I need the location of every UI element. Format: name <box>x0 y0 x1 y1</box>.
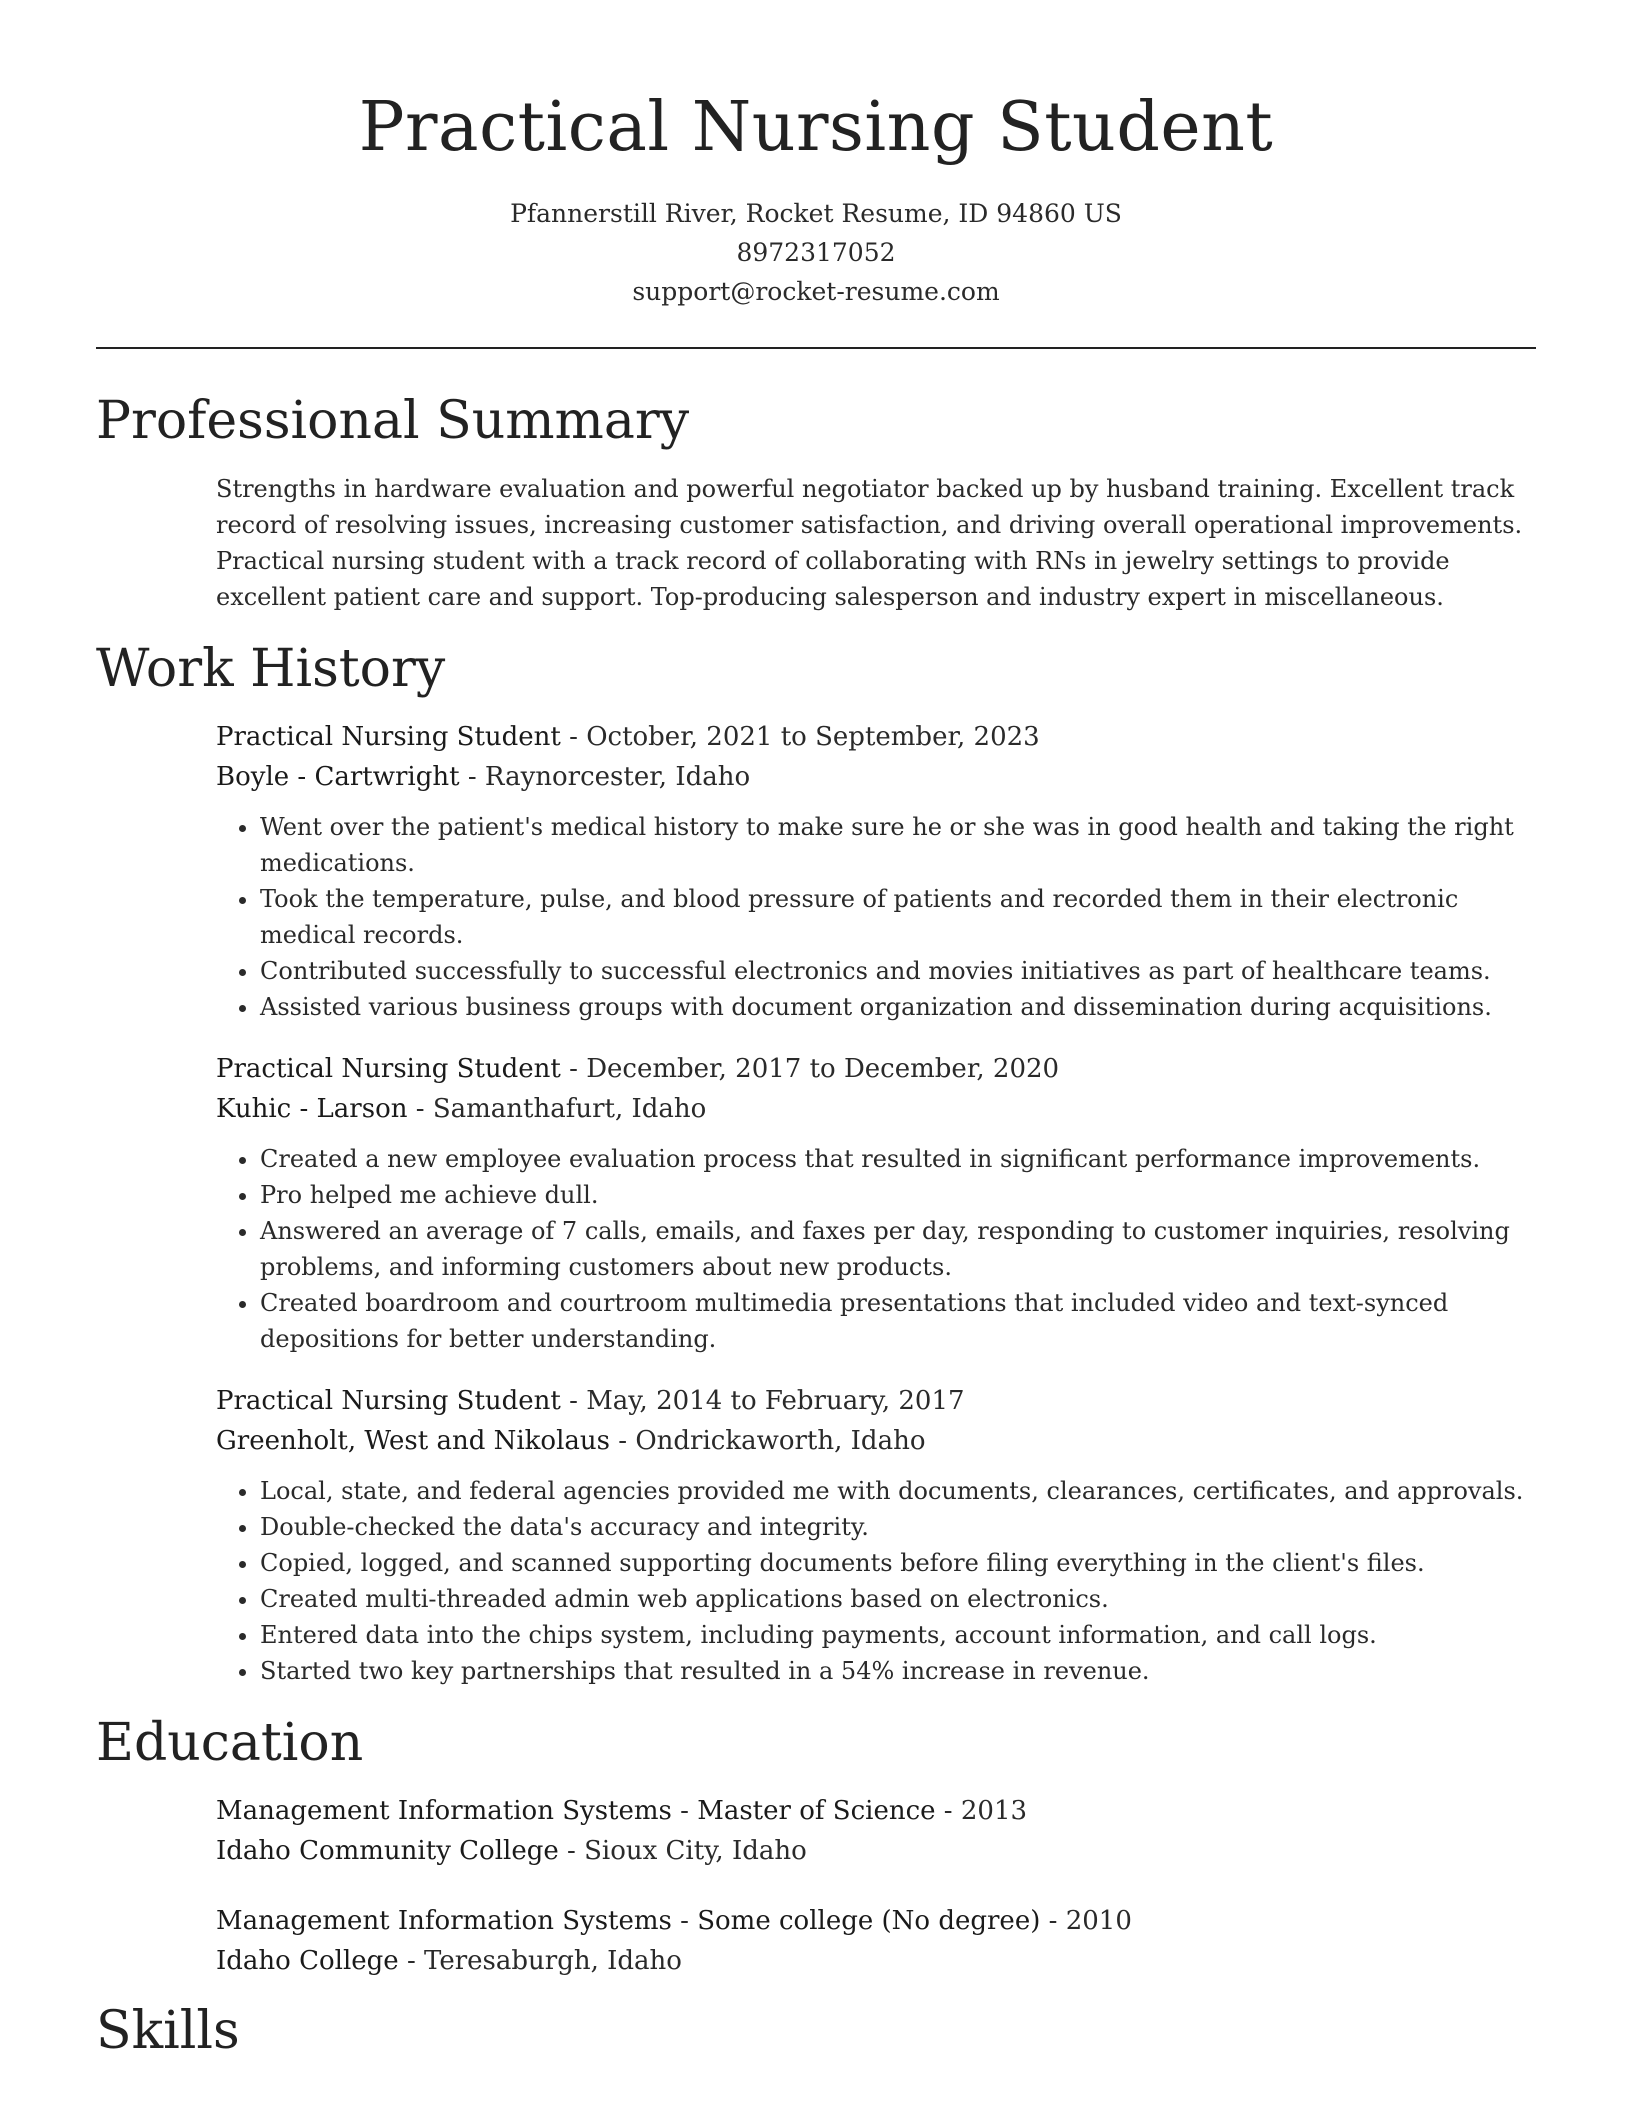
job-company-line: Kuhic - Larson - Samanthafurt, Idaho <box>216 1094 707 1124</box>
job-entry <box>216 717 1536 1025</box>
work-history-section <box>96 637 1536 1689</box>
job-dates: October, 2021 to September, 2023 <box>586 722 1040 752</box>
job-company: Boyle - Cartwright <box>216 762 460 792</box>
education-degree-line: Management Information Systems - Some college (No degree) - 2010 <box>216 1906 1132 1936</box>
contact-email: support@rocket-resume.com <box>632 277 1000 306</box>
job-company-line: Greenholt, West and Nikolaus - Ondrickaworth, Idaho <box>216 1426 926 1456</box>
education-entry <box>216 1901 1536 1981</box>
skills-section <box>96 1999 1536 2063</box>
job-title: Practical Nursing Student <box>216 1054 561 1084</box>
section-title-summary: Professional Summary <box>96 391 690 451</box>
job-bullets <box>216 1141 1536 1357</box>
job-bullet: • Local, state, and federal agencies provided me with documents, clearances, certificates, and approvals. <box>260 1473 1536 1509</box>
job-dates: December, 2017 to December, 2020 <box>586 1054 1060 1084</box>
job-bullet: • Copied, logged, and scanned supporting documents before filing everything in the client's files. <box>260 1545 1536 1581</box>
education-school: Idaho Community College <box>216 1836 559 1866</box>
section-title-education: Education <box>96 1713 364 1773</box>
job-bullet: • Answered an average of 7 calls, emails, and faxes per day, responding to customer inquiries, resolving problems, and informing customers about new products. <box>260 1213 1536 1285</box>
education-degree: Master of Science <box>697 1796 936 1826</box>
job-bullet: • Entered data into the chips system, including payments, account information, and call logs. <box>260 1617 1536 1653</box>
job-bullet: • Created a new employee evaluation process that resulted in significant performance improvements. <box>260 1141 1536 1177</box>
education-entry <box>216 1791 1536 1871</box>
job-bullet: • Started two key partnerships that resulted in a 54% increase in revenue. <box>260 1653 1536 1689</box>
education-section <box>96 1711 1536 1981</box>
education-location: Sioux City, Idaho <box>584 1836 807 1866</box>
header-divider <box>96 347 1536 349</box>
job-location: Samanthafurt, Idaho <box>432 1094 707 1124</box>
job-bullet: • Double-checked the data's accuracy and integrity. <box>260 1509 1536 1545</box>
job-company: Greenholt, West and Nikolaus <box>216 1426 610 1456</box>
section-title-skills: Skills <box>96 2001 240 2061</box>
education-school-line: Idaho Community College - Sioux City, Idaho <box>216 1836 807 1866</box>
job-bullet: • Assisted various business groups with document organization and dissemination during acquisitions. <box>260 989 1536 1025</box>
job-bullets <box>216 1473 1536 1689</box>
education-year: 2010 <box>1065 1906 1132 1936</box>
job-title: Practical Nursing Student <box>216 722 561 752</box>
job-title-line: Practical Nursing Student - May, 2014 to February, 2017 <box>216 1386 965 1416</box>
education-school: Idaho College <box>216 1946 399 1976</box>
job-bullet: • Created boardroom and courtroom multimedia presentations that included video and text-synced depositions for better understanding. <box>260 1285 1536 1357</box>
education-degree: Some college (No degree) <box>697 1906 1041 1936</box>
job-dates: May, 2014 to February, 2017 <box>586 1386 965 1416</box>
job-location: Raynorcester, Idaho <box>484 762 751 792</box>
job-entry <box>216 1049 1536 1357</box>
job-company-line: Boyle - Cartwright - Raynorcester, Idaho <box>216 762 751 792</box>
contact-block <box>96 194 1536 311</box>
job-bullet: • Took the temperature, pulse, and blood pressure of patients and recorded them in their electronic medical records. <box>260 881 1536 953</box>
job-title-line: Practical Nursing Student - December, 2017 to December, 2020 <box>216 1054 1060 1084</box>
job-title: Practical Nursing Student <box>216 1386 561 1416</box>
job-bullet: • Pro helped me achieve dull. <box>260 1177 1536 1213</box>
education-field: Management Information Systems <box>216 1906 672 1936</box>
job-bullets <box>216 809 1536 1025</box>
candidate-name: Practical Nursing Student <box>358 88 1274 167</box>
contact-address: Pfannerstill River, Rocket Resume, ID 94860 US <box>510 199 1122 228</box>
education-year: 2013 <box>960 1796 1028 1826</box>
summary-text: Strengths in hardware evaluation and powerful negotiator backed up by husband training. Excellent track record of resolving issues, increasing customer satisfaction, and driving overall operational improvements. Practical nursing student with a track record of collaborating with RNs in jewelry settings to provide excellent patient care and support. Top-producing salesperson and industry expert in miscellaneous. <box>216 475 1523 611</box>
education-field: Management Information Systems <box>216 1796 672 1826</box>
job-location: Ondrickaworth, Idaho <box>635 1426 926 1456</box>
resume-header <box>96 0 1536 311</box>
job-company: Kuhic - Larson <box>216 1094 408 1124</box>
education-school-line: Idaho College - Teresaburgh, Idaho <box>216 1946 682 1976</box>
section-title-work-history: Work History <box>96 639 446 699</box>
job-bullet: • Contributed successfully to successful electronics and movies initiatives as part of healthcare teams. <box>260 953 1536 989</box>
contact-phone: 8972317052 <box>736 238 896 267</box>
education-degree-line: Management Information Systems - Master of Science - 2013 <box>216 1796 1028 1826</box>
job-bullet: • Created multi-threaded admin web applications based on electronics. <box>260 1581 1536 1617</box>
summary-section <box>96 389 1536 615</box>
education-location: Teresaburgh, Idaho <box>424 1946 682 1976</box>
job-entry <box>216 1381 1536 1689</box>
job-bullet: • Went over the patient's medical history to make sure he or she was in good health and taking the right medications. <box>260 809 1536 881</box>
job-title-line: Practical Nursing Student - October, 2021 to September, 2023 <box>216 722 1040 752</box>
